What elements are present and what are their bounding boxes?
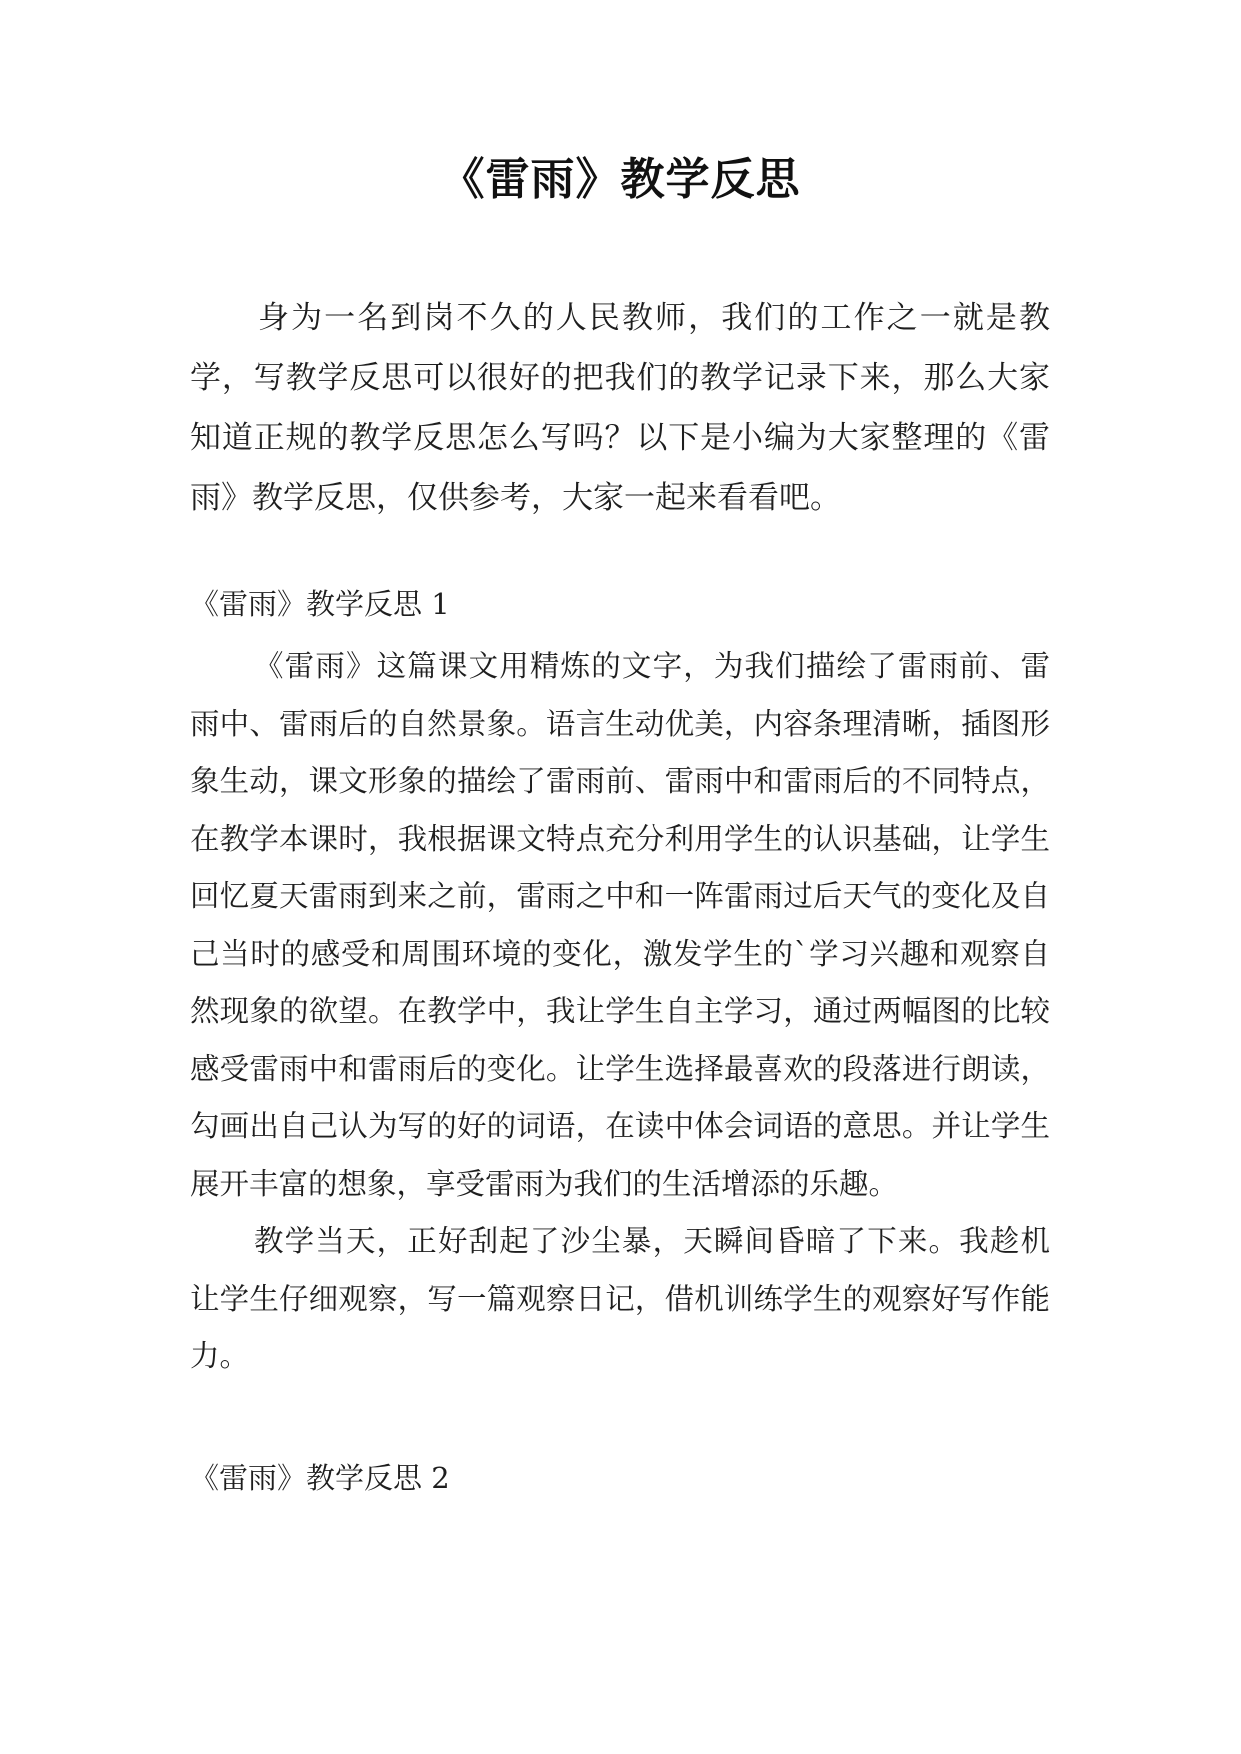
section-heading-1: 《雷雨》教学反思 1 xyxy=(190,587,450,621)
section-1-paragraph-2: 教学当天，正好刮起了沙尘暴，天瞬间昏暗了下来。我趁机让学生仔细观察，写一篇观察日记，借机训练学生的观察好写作能力。 xyxy=(190,1224,1050,1373)
section-1-paragraph-1: 《雷雨》这篇课文用精炼的文字，为我们描绘了雷雨前、雷雨中、雷雨后的自然景象。语言生动优美，内容条理清晰，插图形象生动，课文形象的描绘了雷雨前、雷雨中和雷雨后的不同特点，在教学本课时，我根据课文特点充分利用学生的认识基础，让学生回忆夏天雷雨到来之前，雷雨之中和一阵雷雨过后天气的变化及自己当时的感受和周围环境的变化，激发学生的`学习兴趣和观察自然现象的欲望。在教学中，我让学生自主学习，通过两幅图的比较感受雷雨中和雷雨后的变化。让学生选择最喜欢的段落进行朗读，勾画出自己认为写的好的词语，在读中体会词语的意思。并让学生展开丰富的想象，享受雷雨为我们的生活增添的乐趣。 xyxy=(190,649,1050,1201)
document-title: 《雷雨》教学反思 xyxy=(440,154,801,205)
section-1-body xyxy=(190,638,1050,1386)
section-heading-2: 《雷雨》教学反思 2 xyxy=(190,1461,450,1495)
intro-paragraph: 身为一名到岗不久的人民教师，我们的工作之一就是教学，写教学反思可以很好的把我们的教学记录下来，那么大家知道正规的教学反思怎么写吗？以下是小编为大家整理的《雷雨》教学反思，仅供参考，大家一起来看看吧。 xyxy=(190,300,1050,516)
